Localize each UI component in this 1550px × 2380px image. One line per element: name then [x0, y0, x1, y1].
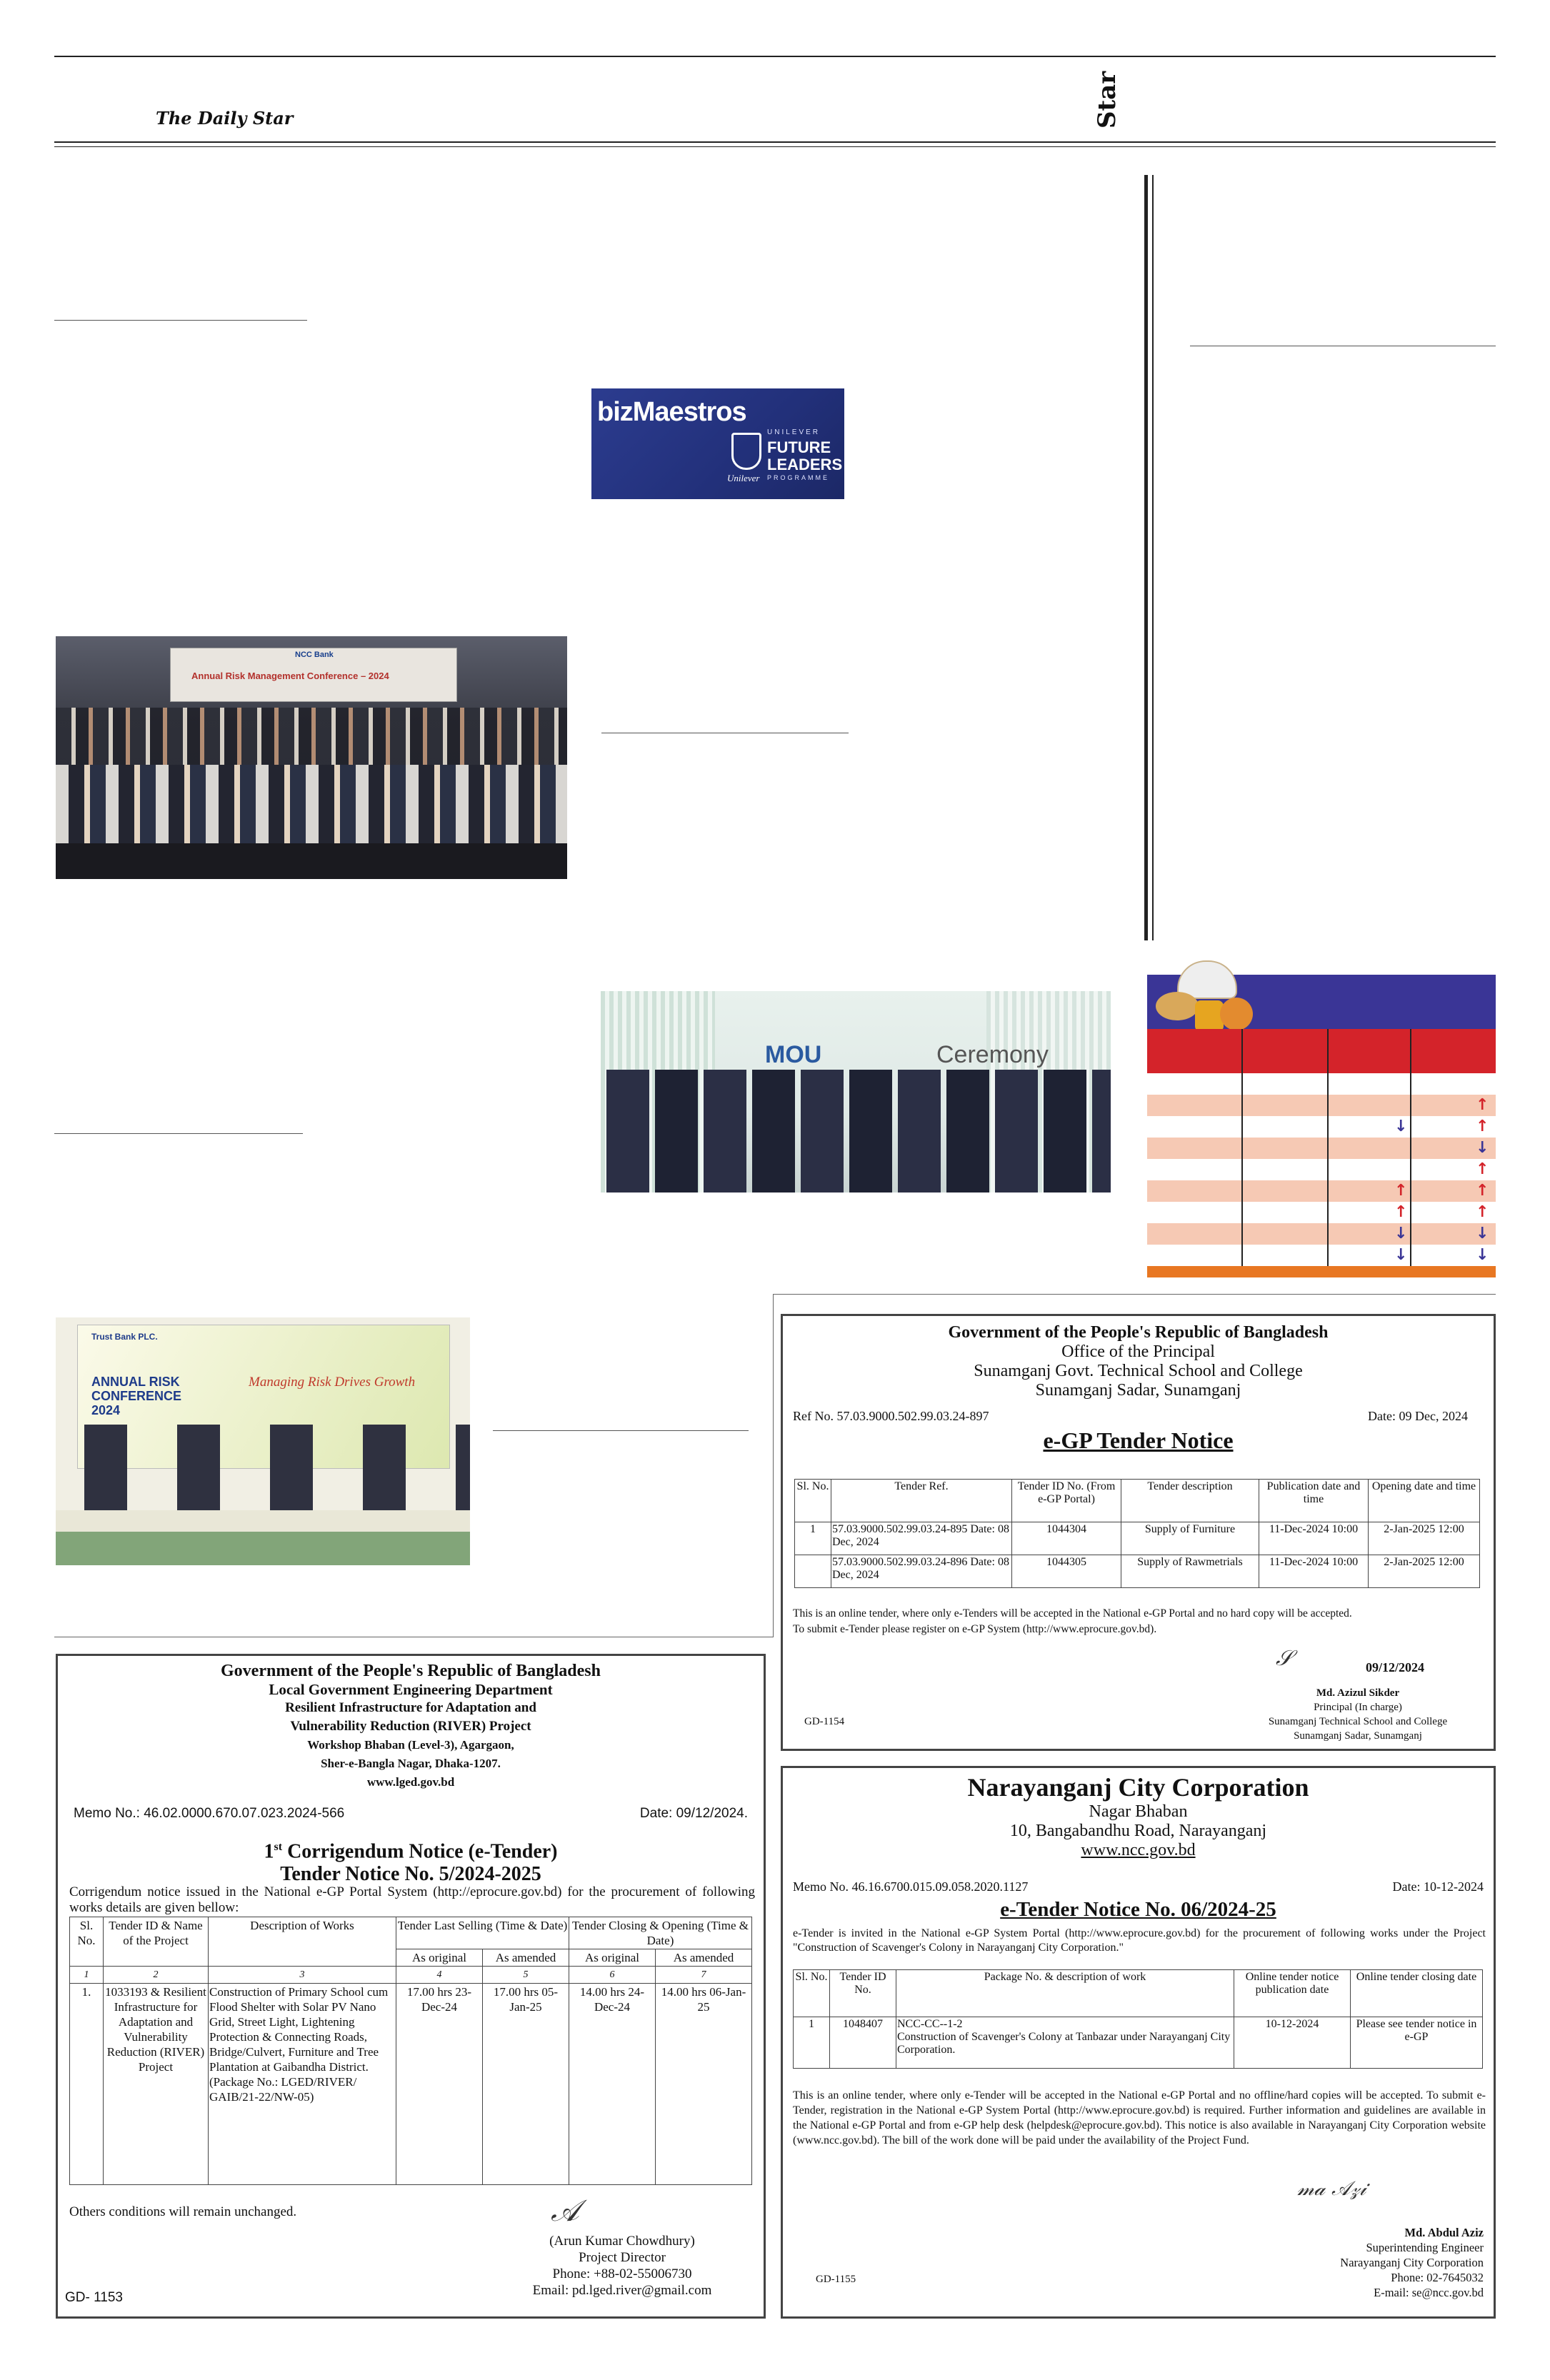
sn-r2-open: 2-Jan-2025 12:00	[1369, 1555, 1480, 1588]
down-arrow-icon: ↓	[1394, 1225, 1408, 1242]
up-arrow-icon: ↑	[1476, 1118, 1489, 1135]
lged-corrigendum-notice	[56, 1654, 766, 2319]
down-arrow-icon: ↓	[1476, 1246, 1489, 1264]
lg-h-sl: Sl. No.	[70, 1917, 104, 1967]
sn-r2-sl	[795, 1555, 831, 1588]
lg-line6: Sher-e-Bangla Nagar, Dhaka-1207.	[321, 1757, 501, 1770]
trust-title-3: 2024	[91, 1403, 121, 1417]
trust-title-1: ANNUAL RISK	[91, 1375, 180, 1389]
sn-r1-pub: 11-Dec-2024 10:00	[1259, 1522, 1369, 1555]
lg-sig-name: (Arun Kumar Chowdhury)	[549, 2234, 695, 2249]
lg-h-id: Tender ID & Name of the Project	[104, 1917, 209, 1967]
lg-memo: Memo No.: 46.02.0000.670.07.023.2024-566	[74, 1806, 345, 1821]
lg-line1: Government of the People's Republic of Bangladesh	[221, 1662, 601, 1680]
down-arrow-icon: ↓	[1394, 1246, 1408, 1264]
lg-col-num-4: 4	[396, 1967, 483, 1984]
up-arrow-icon: ↑	[1476, 1096, 1489, 1114]
ncc-tender-table	[793, 1969, 1483, 2069]
ncc-banner-bank: NCC Bank	[295, 651, 334, 659]
lg-sig-email[interactable]: Email: pd.lged.river@gmail.com	[532, 2283, 712, 2298]
lg-others: Others conditions will remain unchanged.	[69, 2204, 297, 2219]
tagline-leaders: LEADERS	[767, 456, 843, 473]
lg-r-desc: Construction of Primary School cum Flood Shelter with Solar PV Nano Grid, Street Light, Lightening Protection & Connecting Roads, Bridge/Culvert, Furniture and Tree Plantation at Gaibandha District. (Package No.: LGED/RIVER/ GAIB/21-22/NW-05)	[209, 1984, 396, 2185]
ncc-h-id: Tender ID No.	[830, 1970, 896, 2017]
mou-ceremony-photo	[601, 991, 1111, 1192]
sn-line1: Government of the People's Republic of Bangladesh	[948, 1323, 1329, 1342]
lg-title-1-num: 1	[264, 1840, 274, 1863]
tagline-unilever: UNILEVER	[767, 428, 821, 436]
ncc-line2: Nagar Bhaban	[1089, 1802, 1188, 1821]
sn-body-2: To submit e-Tender please register on e-GP System (http://www.eprocure.gov.bd).	[793, 1623, 1157, 1635]
lg-line7: www.lged.gov.bd	[366, 1775, 455, 1789]
ncc-code: GD-1155	[816, 2274, 856, 2285]
sn-r1-id: 1044304	[1012, 1522, 1121, 1555]
sn-r2-desc: Supply of Rawmetrials	[1121, 1555, 1259, 1588]
lg-col-num-2: 2	[104, 1967, 209, 1984]
bizmaestros-brand: bizMaestros	[597, 397, 746, 427]
lg-title-2: Tender Notice No. 5/2024-2025	[280, 1863, 541, 1886]
unilever-logo-icon	[731, 433, 761, 470]
ceremony-word: Ceremony	[936, 1041, 1049, 1068]
lg-h-sell-amend: As amended	[483, 1949, 569, 1967]
ncc-h-pkg: Package No. & description of work	[896, 1970, 1234, 2017]
lg-line2: Local Government Engineering Department	[269, 1681, 553, 1698]
ncc-heading: e-Tender Notice No. 06/2024-25	[1000, 1898, 1276, 1921]
ncc-r-close: Please see tender notice in e-GP	[1351, 2017, 1483, 2069]
trust-slogan: Managing Risk Drives Growth	[249, 1375, 416, 1390]
sn-r2-pub: 11-Dec-2024 10:00	[1259, 1555, 1369, 1588]
up-arrow-icon: ↑	[1394, 1203, 1408, 1221]
lg-col-num-5: 5	[483, 1967, 569, 1984]
lg-r-sell-amend: 17.00 hrs 05-Jan-25	[483, 1984, 569, 2185]
sn-title: e-GP Tender Notice	[1043, 1427, 1234, 1453]
lg-line5: Workshop Bhaban (Level-3), Agargaon,	[307, 1738, 514, 1752]
sn-h-ref: Tender Ref.	[831, 1480, 1012, 1522]
sn-sig-date: 09/12/2024	[1366, 1660, 1425, 1674]
ncc-banner-title: Annual Risk Management Conference – 2024	[191, 671, 389, 681]
sn-sig-place: Sunamganj Sadar, Sunamganj	[1294, 1730, 1422, 1742]
lg-title-1-sup: st	[274, 1841, 283, 1853]
lg-title-1	[58, 1836, 764, 1863]
ncc-h-close: Online tender closing date	[1351, 1970, 1483, 2017]
bizmaestros-ad	[591, 388, 844, 499]
up-arrow-icon: ↑	[1476, 1203, 1489, 1221]
sn-line2: Office of the Principal	[1061, 1342, 1215, 1361]
ncc-sig-org: Narayanganj City Corporation	[1340, 2256, 1484, 2269]
sunamganj-tender-notice	[781, 1314, 1496, 1751]
up-arrow-icon: ↑	[1476, 1160, 1489, 1178]
tagline-future: FUTURE	[767, 438, 831, 456]
narayanganj-tender-notice	[781, 1766, 1496, 2319]
lg-title-1-text: Corrigendum Notice (e-Tender)	[282, 1840, 558, 1863]
sn-tender-table	[794, 1479, 1480, 1588]
lg-r-id: 1033193 & Resilient Infrastructure for Adaptation and Vulnerability Reduction (RIVER) Project	[104, 1984, 209, 2185]
lg-h-desc: Description of Works	[209, 1917, 396, 1967]
ncc-sig-phone: Phone: 02-7645032	[1391, 2271, 1484, 2284]
ncc-r-pkg-desc: Construction of Scavenger's Colony at Tanbazar under Narayanganj City Corporation.	[897, 2031, 1231, 2056]
sn-sig-name: Md. Azizul Sikder	[1316, 1687, 1400, 1699]
ncc-r-sl: 1	[794, 2017, 830, 2069]
lg-date: Date: 09/12/2024.	[639, 1806, 748, 1821]
ncc-sig-email[interactable]: E-mail: se@ncc.gov.bd	[1374, 2286, 1484, 2299]
lg-h-sell-orig: As original	[396, 1949, 483, 1967]
trust-bank-label: Trust Bank PLC.	[91, 1332, 158, 1342]
ncc-h-pub: Online tender notice publication date	[1234, 1970, 1351, 2017]
sn-sig-org: Sunamganj Technical School and College	[1268, 1716, 1448, 1727]
sn-ref: Ref No. 57.03.9000.502.99.03.24-897	[793, 1409, 989, 1423]
ncc-date: Date: 10-12-2024	[1392, 1879, 1484, 1894]
sn-body-1: This is an online tender, where only e-Tenders will be accepted in the National e-GP Portal and no hard copy will be accepted.	[793, 1607, 1352, 1620]
mou-word: MOU	[765, 1041, 822, 1068]
sn-signature-icon: 𝒮	[1276, 1646, 1293, 1671]
ncc-sig-name: Md. Abdul Aziz	[1404, 2226, 1484, 2239]
sn-r1-sl: 1	[795, 1522, 831, 1555]
ncc-conference-photo	[56, 636, 567, 879]
lg-r-sell-orig: 17.00 hrs 23-Dec-24	[396, 1984, 483, 2185]
down-arrow-icon: ↓	[1394, 1118, 1408, 1135]
trust-bank-conference-photo	[56, 1317, 470, 1565]
commodity-price-table	[1147, 960, 1496, 1283]
ncc-memo: Memo No. 46.16.6700.015.09.058.2020.1127	[793, 1879, 1029, 1894]
lg-sig-title: Project Director	[579, 2250, 666, 2265]
price-arrows	[1147, 1073, 1496, 1266]
ncc-r-pkg-no: NCC-CC--1-2	[897, 2018, 963, 2030]
sn-h-id: Tender ID No. (From e-GP Portal)	[1012, 1480, 1121, 1522]
tagline-programme: PROGRAMME	[767, 474, 830, 481]
sn-h-pub: Publication date and time	[1259, 1480, 1369, 1522]
ncc-intro: e-Tender is invited in the National e-GP System Portal (http://www.eprocure.gov.bd) for the procurement of following works under the Project "Construction of Scavenger's Colony in Narayanganj City Corporation."	[793, 1927, 1486, 1954]
sn-code: GD-1154	[804, 1716, 845, 1727]
sn-r2-id: 1044305	[1012, 1555, 1121, 1588]
price-table-subheader	[1147, 1029, 1496, 1073]
lg-code: GD- 1153	[65, 2290, 123, 2305]
sn-line3: Sunamganj Govt. Technical School and College	[974, 1362, 1303, 1380]
lg-h-selling: Tender Last Selling (Time & Date)	[396, 1917, 569, 1949]
lg-r-close-amend: 14.00 hrs 06-Jan-25	[656, 1984, 752, 2185]
sn-h-sl: Sl. No.	[795, 1480, 831, 1522]
sn-r1-ref: 57.03.9000.502.99.03.24-895 Date: 08 Dec, 2024	[831, 1522, 1012, 1555]
sn-sig-title: Principal (In charge)	[1314, 1702, 1402, 1713]
star-mark: Star	[1093, 71, 1121, 129]
lg-line4: Vulnerability Reduction (RIVER) Project	[290, 1719, 531, 1734]
down-arrow-icon: ↓	[1476, 1139, 1489, 1157]
lg-h-close-amend: As amended	[656, 1949, 752, 1967]
lg-signature-icon: 𝒜	[551, 2193, 579, 2228]
lg-tender-table	[69, 1917, 752, 2185]
sn-date: Date: 09 Dec, 2024	[1368, 1409, 1468, 1423]
ncc-line3: 10, Bangabandhu Road, Narayanganj	[1009, 1822, 1267, 1840]
ncc-title: Narayanganj City Corporation	[967, 1773, 1309, 1802]
sn-r2-ref: 57.03.9000.502.99.03.24-896 Date: 08 Dec, 2024	[831, 1555, 1012, 1588]
trust-title-2: CONFERENCE	[91, 1389, 182, 1403]
commodity-illustration	[1156, 960, 1256, 1032]
sn-line4: Sunamganj Sadar, Sunamganj	[1035, 1381, 1241, 1400]
lg-col-num-3: 3	[209, 1967, 396, 1984]
ncc-signature-icon: 𝓂𝒶 𝒜𝓏𝒾	[1297, 2176, 1366, 2200]
lg-h-closing: Tender Closing & Opening (Time & Date)	[569, 1917, 752, 1949]
up-arrow-icon: ↑	[1476, 1182, 1489, 1200]
lg-r-sl: 1.	[70, 1984, 104, 2185]
ncc-r-pkg	[896, 2017, 1234, 2069]
unilever-label: Unilever	[727, 473, 760, 483]
lg-sig-phone: Phone: +88-02-55006730	[552, 2266, 692, 2281]
lg-col-num-7: 7	[656, 1967, 752, 1984]
lg-intro: Corrigendum notice issued in the National e-GP Portal System (http://eprocure.gov.bd) for the procurement of following works details are given bellow:	[69, 1884, 755, 1915]
lg-r-close-orig: 14.00 hrs 24-Dec-24	[569, 1984, 656, 2185]
ncc-web[interactable]: www.ncc.gov.bd	[1081, 1841, 1196, 1859]
sn-r1-desc: Supply of Furniture	[1121, 1522, 1259, 1555]
sn-h-open: Opening date and time	[1369, 1480, 1480, 1522]
lg-line3: Resilient Infrastructure for Adaptation and	[285, 1700, 536, 1715]
masthead-logo: The Daily Star	[156, 108, 294, 129]
ncc-r-pub: 10-12-2024	[1234, 2017, 1351, 2069]
lg-col-num-6: 6	[569, 1967, 656, 1984]
ncc-r-id: 1048407	[830, 2017, 896, 2069]
ncc-h-sl: Sl. No.	[794, 1970, 830, 2017]
up-arrow-icon: ↑	[1394, 1182, 1408, 1200]
sn-r1-open: 2-Jan-2025 12:00	[1369, 1522, 1480, 1555]
lg-h-close-orig: As original	[569, 1949, 656, 1967]
lg-col-num-1: 1	[70, 1967, 104, 1984]
ncc-sig-title: Superintending Engineer	[1366, 2241, 1484, 2254]
sn-h-desc: Tender description	[1121, 1480, 1259, 1522]
down-arrow-icon: ↓	[1476, 1225, 1489, 1242]
ncc-body: This is an online tender, where only e-Tender will be accepted in the National e-GP Portal and no offline/hard copies will be accepted. To submit e-Tender, registration in the National e-GP System Portal (http://www.eprocure.gov.bd) is required. Further information and guidelines are available in the National e-GP Portal and from e-GP help desk (helpdesk@eprocure.gov.bd). This notice is also available in Narayanganj City Corporation website (www.ncc.gov.bd). The bill of the work done will be paid under the availability of the Project Fund.	[793, 2089, 1486, 2146]
